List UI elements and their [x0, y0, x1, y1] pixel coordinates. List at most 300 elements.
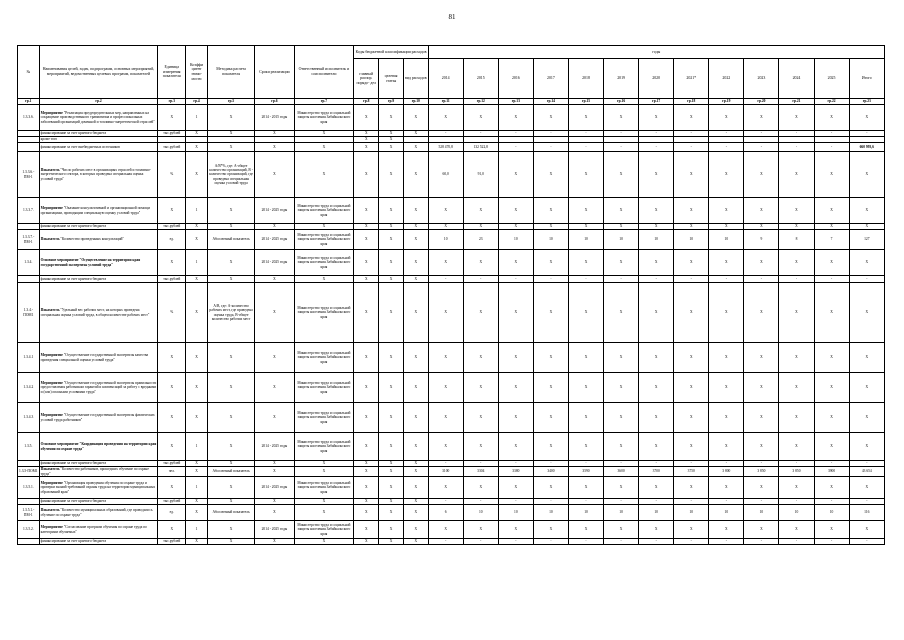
- table-cell: %: [158, 283, 186, 343]
- column-number: гр.20: [744, 99, 779, 105]
- table-cell: X: [779, 477, 814, 499]
- header-num: №: [18, 46, 40, 99]
- row-code: 1.3.4.1: [18, 343, 40, 373]
- table-cell: X: [255, 224, 294, 230]
- table-cell: X: [674, 343, 709, 373]
- table-cell: 2014 - 2025 годы: [255, 250, 294, 276]
- table-cell: X: [814, 343, 849, 373]
- table-cell: -: [849, 461, 884, 467]
- table-cell: 43 654: [849, 467, 884, 477]
- table-cell: X: [639, 250, 674, 276]
- table-cell: X: [294, 505, 354, 521]
- table-cell: X: [849, 403, 884, 433]
- table-cell: X: [403, 461, 428, 467]
- table-cell: X: [255, 373, 294, 403]
- table-cell: X: [533, 403, 568, 433]
- table-cell: X: [814, 198, 849, 224]
- table-cell: X: [674, 283, 709, 343]
- table-cell: X: [639, 105, 674, 131]
- table-cell: X: [403, 224, 428, 230]
- table-cell: 10: [604, 505, 639, 521]
- table-cell: X: [604, 283, 639, 343]
- table-cell: %: [158, 152, 186, 198]
- table-cell: Министерство труда и социальной защиты населения Забайкальского края: [294, 250, 354, 276]
- column-number: гр.18: [674, 99, 709, 105]
- table-cell: -: [779, 539, 814, 545]
- table-cell: X: [379, 143, 404, 152]
- row-code: 1.3.5.2.: [18, 521, 40, 539]
- table-cell: X: [255, 505, 294, 521]
- table-cell: -: [604, 276, 639, 283]
- table-cell: -: [568, 461, 603, 467]
- table-cell: 10: [498, 505, 533, 521]
- table-cell: -: [463, 499, 498, 505]
- table-cell: -: [533, 499, 568, 505]
- table-cell: -: [709, 539, 744, 545]
- table-cell: X: [403, 505, 428, 521]
- table-cell: 9: [744, 230, 779, 250]
- header-year: Итого: [849, 59, 884, 99]
- column-number: гр.23: [849, 99, 884, 105]
- table-cell: X: [463, 343, 498, 373]
- table-cell: 3400: [533, 467, 568, 477]
- header-year: 2025: [814, 59, 849, 99]
- table-body: [18, 105, 885, 545]
- row-code: 1.3.5.1.-ПМ-1: [18, 505, 40, 521]
- table-cell: X: [403, 477, 428, 499]
- table-cell: X: [498, 433, 533, 461]
- table-cell: X: [639, 373, 674, 403]
- table-cell: X: [674, 250, 709, 276]
- table-cell: 91,0: [463, 152, 498, 198]
- table-cell: X: [709, 105, 744, 131]
- table-cell: Министерство труда и социальной защиты населения Забайкальского края: [294, 105, 354, 131]
- row-description: финансирование за счет краевого бюджета: [39, 276, 158, 283]
- table-cell: 10: [568, 505, 603, 521]
- table-cell: -: [604, 499, 639, 505]
- header-kbk-main: главный распор. порядо- дел: [354, 59, 379, 99]
- table-cell: X: [207, 276, 254, 283]
- table-cell: X: [779, 373, 814, 403]
- table-cell: X: [533, 477, 568, 499]
- table-cell: 2014 - 2025 годы: [255, 230, 294, 250]
- table-cell: X: [379, 276, 404, 283]
- table-cell: X: [709, 373, 744, 403]
- header-year: 2024: [779, 59, 814, 99]
- row-description: финансирование за счет внебюджетных источников: [39, 143, 158, 152]
- table-cell: -: [533, 131, 568, 137]
- table-cell: X: [379, 224, 404, 230]
- table-cell: 8: [779, 230, 814, 250]
- row-code: 1.3.3.7.-ПМ-1: [18, 230, 40, 250]
- table-cell: X: [379, 152, 404, 198]
- header-kbk-target: целевая статья: [379, 59, 404, 99]
- table-cell: -: [428, 276, 463, 283]
- table-cell: X: [403, 250, 428, 276]
- table-cell: 10: [744, 505, 779, 521]
- table-cell: X: [207, 373, 254, 403]
- row-description: Показатель "Число рабочих мест в организациях отраслей и топливно-энергетического сектора, в которых проведена специальная оценка условий труда": [39, 152, 158, 198]
- table-cell: -: [428, 131, 463, 137]
- header-terms: Сроки реализации: [255, 46, 294, 99]
- table-row: [18, 505, 885, 521]
- row-code: 1.3.4.-ПОМ1: [18, 283, 40, 343]
- table-cell: -: [568, 131, 603, 137]
- table-cell: 116: [849, 505, 884, 521]
- table-cell: X: [674, 373, 709, 403]
- table-cell: -: [463, 461, 498, 467]
- table-cell: -: [709, 276, 744, 283]
- table-cell: X: [379, 105, 404, 131]
- table-cell: X: [498, 343, 533, 373]
- table-cell: X: [403, 343, 428, 373]
- table-cell: X: [403, 499, 428, 505]
- table-row: [18, 343, 885, 373]
- table-cell: X: [207, 499, 254, 505]
- column-number: гр.4: [186, 99, 208, 105]
- table-cell: X: [354, 403, 379, 433]
- table-cell: 10: [674, 505, 709, 521]
- row-description: Показатель "Удельный вес рабочих мест, на которых проведена специальная оценка условий труда, в общем количестве рабочих мест": [39, 283, 158, 343]
- table-cell: Министерство труда и социальной защиты населения Забайкальского края: [294, 477, 354, 499]
- table-cell: X: [186, 143, 208, 152]
- table-row: [18, 198, 885, 224]
- table-cell: -: [779, 131, 814, 137]
- table-cell: X: [255, 152, 294, 198]
- column-number: гр.7: [294, 99, 354, 105]
- table-cell: X: [568, 198, 603, 224]
- table-cell: -: [709, 143, 744, 152]
- table-cell: X: [568, 224, 603, 230]
- table-cell: X: [186, 461, 208, 467]
- table-cell: X: [604, 224, 639, 230]
- row-code: [18, 539, 40, 545]
- table-cell: X: [639, 521, 674, 539]
- table-row: [18, 521, 885, 539]
- table-cell: Министерство труда и социальной защиты населения Забайкальского края: [294, 283, 354, 343]
- table-cell: X: [814, 283, 849, 343]
- table-cell: X: [428, 198, 463, 224]
- table-cell: X: [255, 461, 294, 467]
- table-cell: X: [568, 373, 603, 403]
- table-row: [18, 250, 885, 276]
- header-year: 2023: [744, 59, 779, 99]
- table-cell: 10: [463, 505, 498, 521]
- table-cell: 2014 - 2025 годы: [255, 521, 294, 539]
- table-cell: 3100: [428, 467, 463, 477]
- column-number: гр.2: [39, 99, 158, 105]
- table-cell: X: [428, 250, 463, 276]
- table-cell: X: [463, 373, 498, 403]
- table-cell: -: [568, 143, 603, 152]
- table-cell: X: [463, 283, 498, 343]
- table-cell: 10: [639, 230, 674, 250]
- table-cell: X: [186, 230, 208, 250]
- row-description: Мероприятие "Осуществление государственной экспертизы фактических условий труда работников": [39, 403, 158, 433]
- table-cell: X: [709, 433, 744, 461]
- table-cell: тыс.рублей: [158, 461, 186, 467]
- table-cell: А/В*%, где: А-общее количество организаций, В - количество организаций, где проведена специальная оценка условий труда: [207, 152, 254, 198]
- table-cell: X: [207, 403, 254, 433]
- table-cell: -: [779, 499, 814, 505]
- table-cell: -: [674, 499, 709, 505]
- table-cell: X: [604, 373, 639, 403]
- table-cell: X: [814, 224, 849, 230]
- table-cell: X: [849, 152, 884, 198]
- table-cell: X: [428, 283, 463, 343]
- table-cell: X: [744, 152, 779, 198]
- table-cell: X: [354, 477, 379, 499]
- table-cell: X: [207, 343, 254, 373]
- table-cell: X: [158, 198, 186, 224]
- table-cell: -: [498, 539, 533, 545]
- table-cell: 2014 - 2025 годы: [255, 477, 294, 499]
- table-cell: X: [354, 198, 379, 224]
- table-cell: X: [814, 373, 849, 403]
- table-cell: X: [255, 499, 294, 505]
- table-cell: X: [568, 152, 603, 198]
- header-kbk: Коды бюджетной классификации расходов: [354, 46, 428, 59]
- table-cell: X: [354, 143, 379, 152]
- row-code: 1.3.4.: [18, 250, 40, 276]
- table-cell: X: [498, 521, 533, 539]
- table-cell: 132 522,8: [463, 143, 498, 152]
- table-cell: X: [639, 283, 674, 343]
- table-cell: ед.: [158, 230, 186, 250]
- table-cell: -: [779, 276, 814, 283]
- table-cell: X: [428, 521, 463, 539]
- table-cell: X: [744, 403, 779, 433]
- table-cell: X: [744, 521, 779, 539]
- table-cell: -: [604, 131, 639, 137]
- table-cell: 3750: [674, 467, 709, 477]
- table-cell: 1: [186, 105, 208, 131]
- table-cell: X: [379, 477, 404, 499]
- table-cell: X: [604, 433, 639, 461]
- table-cell: X: [158, 373, 186, 403]
- table-cell: -: [639, 461, 674, 467]
- table-cell: X: [354, 152, 379, 198]
- table-cell: -: [814, 131, 849, 137]
- table-cell: 2014 - 2025 годы: [255, 433, 294, 461]
- table-cell: -: [779, 143, 814, 152]
- header-year: 2018: [568, 59, 603, 99]
- table-cell: X: [186, 224, 208, 230]
- table-cell: -: [674, 539, 709, 545]
- table-cell: X: [779, 283, 814, 343]
- table-cell: X: [379, 539, 404, 545]
- table-cell: X: [463, 403, 498, 433]
- table-cell: X: [354, 131, 379, 137]
- table-cell: 1: [186, 477, 208, 499]
- table-cell: X: [379, 499, 404, 505]
- table-cell: -: [674, 276, 709, 283]
- table-cell: 10: [709, 505, 744, 521]
- table-cell: Министерство труда и социальной защиты населения Забайкальского края: [294, 373, 354, 403]
- table-cell: X: [207, 131, 254, 137]
- table-cell: X: [186, 539, 208, 545]
- table-cell: X: [814, 477, 849, 499]
- table-cell: X: [207, 250, 254, 276]
- table-cell: X: [674, 403, 709, 433]
- table-cell: -: [709, 499, 744, 505]
- table-cell: X: [428, 433, 463, 461]
- table-cell: X: [639, 477, 674, 499]
- table-cell: Абсолютный показатель: [207, 230, 254, 250]
- table-cell: X: [709, 152, 744, 198]
- table-cell: X: [463, 477, 498, 499]
- table-cell: -: [639, 143, 674, 152]
- table-cell: X: [158, 521, 186, 539]
- table-cell: X: [779, 521, 814, 539]
- table-cell: X: [814, 250, 849, 276]
- table-cell: X: [674, 152, 709, 198]
- row-description: финансирование за счет краевого бюджета: [39, 131, 158, 137]
- table-cell: 3 850: [744, 467, 779, 477]
- table-cell: X: [255, 467, 294, 477]
- table-cell: X: [639, 343, 674, 373]
- table-cell: X: [744, 250, 779, 276]
- table-cell: X: [379, 521, 404, 539]
- table-cell: X: [849, 433, 884, 461]
- table-cell: -: [428, 539, 463, 545]
- table-cell: X: [186, 505, 208, 521]
- table-cell: -: [463, 276, 498, 283]
- table-cell: X: [779, 198, 814, 224]
- row-description: Показатель "Количество работников, прошедших обучение по охране труда": [39, 467, 158, 477]
- table-cell: 10: [568, 230, 603, 250]
- row-code: 1.3.4.2: [18, 373, 40, 403]
- table-cell: X: [814, 403, 849, 433]
- table-cell: X: [379, 467, 404, 477]
- row-code: [18, 143, 40, 152]
- table-cell: X: [463, 521, 498, 539]
- row-code: 1.3.5.: [18, 433, 40, 461]
- table-cell: X: [354, 224, 379, 230]
- table-cell: X: [533, 373, 568, 403]
- table-cell: тыс.рублей: [158, 539, 186, 545]
- table-row: [18, 230, 885, 250]
- column-number: гр.12: [463, 99, 498, 105]
- row-description: Показатель "Количество муниципальных образований, где проводилось обучение по охране труда": [39, 505, 158, 521]
- table-cell: -: [744, 499, 779, 505]
- table-cell: -: [674, 461, 709, 467]
- table-cell: X: [186, 131, 208, 137]
- table-cell: X: [779, 224, 814, 230]
- table-cell: X: [498, 224, 533, 230]
- table-cell: 1: [186, 521, 208, 539]
- table-cell: -: [604, 143, 639, 152]
- table-cell: X: [709, 521, 744, 539]
- table-cell: -: [568, 276, 603, 283]
- column-number: гр.3: [158, 99, 186, 105]
- table-cell: X: [849, 343, 884, 373]
- table-cell: -: [744, 539, 779, 545]
- table-cell: тыс.рублей: [158, 276, 186, 283]
- row-description: кроме того: [39, 137, 158, 143]
- table-cell: -: [849, 539, 884, 545]
- row-description: Показатель "Количество проведенных консультаций": [39, 230, 158, 250]
- table-cell: Абсолютный показатель: [207, 505, 254, 521]
- table-cell: X: [403, 403, 428, 433]
- table-cell: X: [403, 521, 428, 539]
- table-cell: X: [498, 403, 533, 433]
- table-cell: 127: [849, 230, 884, 250]
- table-cell: -: [849, 499, 884, 505]
- table-cell: X: [568, 403, 603, 433]
- table-cell: X: [604, 343, 639, 373]
- table-cell: X: [158, 477, 186, 499]
- table-cell: X: [186, 343, 208, 373]
- table-cell: 23: [463, 230, 498, 250]
- table-cell: X: [463, 105, 498, 131]
- table-cell: X: [849, 283, 884, 343]
- table-cell: X: [186, 499, 208, 505]
- table-cell: X: [354, 499, 379, 505]
- table-cell: X: [255, 539, 294, 545]
- table-cell: X: [744, 198, 779, 224]
- table-cell: X: [463, 198, 498, 224]
- table-cell: X: [354, 467, 379, 477]
- table-cell: X: [568, 521, 603, 539]
- table-cell: 10: [709, 230, 744, 250]
- table-row: [18, 276, 885, 283]
- table-cell: 10: [779, 505, 814, 521]
- table-cell: X: [498, 105, 533, 131]
- table-cell: X: [498, 250, 533, 276]
- table-cell: Абсолютный показатель: [207, 467, 254, 477]
- table-cell: 3 800: [709, 467, 744, 477]
- table-cell: X: [354, 521, 379, 539]
- table-row: [18, 539, 885, 545]
- table-cell: Министерство труда и социальной защиты населения Забайкальского края: [294, 230, 354, 250]
- table-cell: -: [428, 461, 463, 467]
- table-cell: X: [849, 373, 884, 403]
- table-cell: ед.: [158, 505, 186, 521]
- table-cell: X: [428, 224, 463, 230]
- table-cell: X: [639, 224, 674, 230]
- table-cell: 10: [533, 505, 568, 521]
- table-cell: X: [533, 283, 568, 343]
- table-cell: X: [463, 433, 498, 461]
- table-cell: X: [207, 539, 254, 545]
- table-cell: X: [186, 467, 208, 477]
- table-cell: -: [744, 131, 779, 137]
- table-cell: X: [463, 224, 498, 230]
- table-cell: X: [354, 433, 379, 461]
- table-cell: 528 470,8: [428, 143, 463, 152]
- table-cell: X: [709, 224, 744, 230]
- table-cell: X: [604, 521, 639, 539]
- table-cell: X: [568, 250, 603, 276]
- table-cell: X: [533, 224, 568, 230]
- table-cell: X: [403, 143, 428, 152]
- table-cell: X: [639, 198, 674, 224]
- table-cell: 3 850: [779, 467, 814, 477]
- table-cell: X: [604, 105, 639, 131]
- table-cell: X: [207, 105, 254, 131]
- table-cell: X: [709, 403, 744, 433]
- table-cell: X: [207, 198, 254, 224]
- column-number: гр.22: [814, 99, 849, 105]
- table-cell: X: [379, 403, 404, 433]
- header-year: 2014: [428, 59, 463, 99]
- table-cell: -: [709, 461, 744, 467]
- table-cell: X: [498, 477, 533, 499]
- table-cell: X: [379, 461, 404, 467]
- row-description: Мероприятие "Оказание консультативной и организационной помощи организациям, проводящим специальную оценку условий труда": [39, 198, 158, 224]
- table-cell: X: [403, 283, 428, 343]
